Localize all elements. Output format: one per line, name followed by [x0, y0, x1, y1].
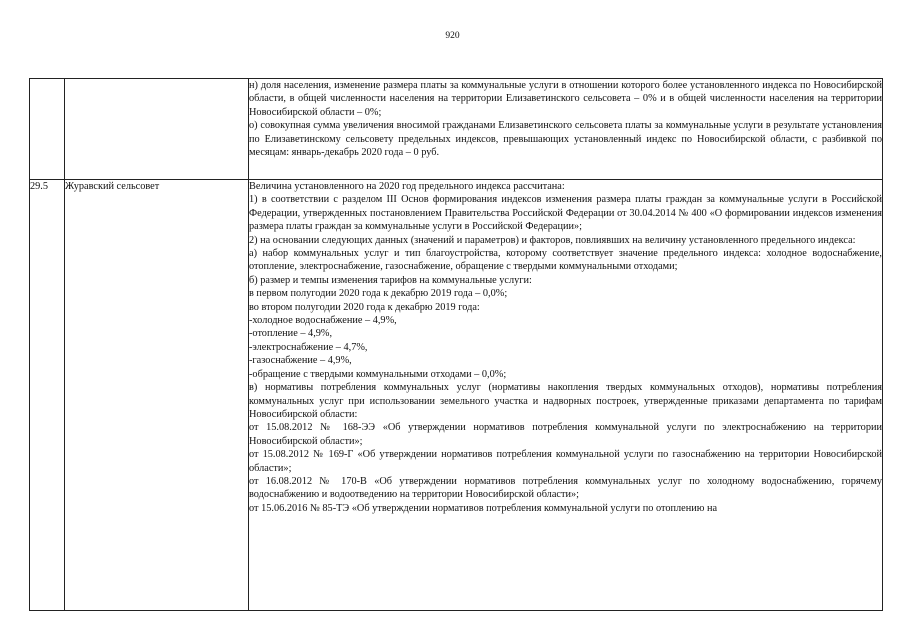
municipality-name-cell: [65, 79, 249, 180]
paragraph: от 15.08.2012 № 168-ЭЭ «Об утверждении нормативов потребления коммунальной услуги по электроснабжению на территории Новосибирской области»;: [249, 422, 882, 447]
row-number-cell: [30, 79, 65, 180]
paragraph: -холодное водоснабжение – 4,9%,: [249, 315, 397, 327]
paragraph: -обращение с твердыми коммунальными отходами – 0,0%;: [249, 368, 507, 380]
paragraph: -электроснабжение – 4,7%,: [249, 341, 368, 353]
municipality-name-cell: Журавский сельсовет: [65, 180, 249, 611]
paragraph: 1) в соответствии с разделом III Основ формирования индексов изменения размера платы граждан за коммунальные услуги в Российской Федерации, утвержденных постановлением Правительства Российской Федерации от 30.04.2014 № 400 «О формировании индексов изменения размера платы граждан за коммунальные услуги в Российской Федерации»;: [249, 194, 882, 233]
table-row: [30, 79, 883, 180]
paragraph: а) набор коммунальных услуг и тип благоустройства, которому соответствует значение предельного индекса: холодное водоснабжение, отопление, электроснабжение, газоснабжение, обращение с твердыми коммунальными отходами;: [249, 248, 882, 273]
paragraph: в) нормативы потребления коммунальных услуг (нормативы накопления твердых коммунальных отходов), нормативы потребления коммунальных услуг при использовании земельного участка и надворных построек, утвержденные приказами департамента по тарифам Новосибирской области:: [249, 382, 882, 420]
paragraph: от 15.06.2016 № 85-ТЭ «Об утверждении нормативов потребления коммунальной услуги по отоплению на: [249, 502, 718, 514]
paragraph: н) доля населения, изменение размера платы за коммунальные услуги в отношении которого более установленного индекса по Новосибирской области, в общей численности населения на территории Елизаветинского сельсовета – 0% и в общей численности населения на территории Новосибирской области – 0%;: [249, 80, 882, 118]
paragraph: в первом полугодии 2020 года к декабрю 2019 года – 0,0%;: [249, 288, 508, 300]
row-content-cell: [249, 180, 883, 611]
paragraph: Величина установленного на 2020 год предельного индекса рассчитана:: [249, 181, 565, 192]
paragraph: от 16.08.2012 № 170-В «Об утверждении нормативов потребления коммунальных услуг по холодному водоснабжению, горячему водоснабжению и водоотведению на территории Новосибирской области»;: [249, 475, 882, 501]
document-table: [29, 78, 883, 611]
row-content-cell: [249, 79, 883, 180]
row-number-cell: 29.5: [30, 180, 65, 611]
paragraph: о) совокупная сумма увеличения вносимой гражданами Елизаветинского сельсовета платы за коммунальные услуги в результате установления по Елизаветинскому сельсовету предельных индексов, превышающих установленный индекс по Новосибирской области, с разбивкой по месяцам: январь-декабрь 2020 года – 0 руб.: [249, 120, 882, 159]
table-row: [30, 180, 883, 611]
paragraph: 2) на основании следующих данных (значений и параметров) и факторов, повлиявших на величину установленного предельного индекса:: [249, 234, 856, 246]
paragraph: от 15.08.2012 № 169-Г «Об утверждении нормативов потребления коммунальной услуги по газоснабжению на территории Новосибирской области»;: [249, 449, 882, 474]
paragraph: -газоснабжение – 4,9%,: [249, 355, 352, 367]
paragraph: -отопление – 4,9%,: [249, 328, 333, 340]
page-number: 920: [445, 31, 460, 41]
paragraph: б) размер и темпы изменения тарифов на коммунальные услуги:: [249, 274, 532, 286]
paragraph: во втором полугодии 2020 года к декабрю 2019 года:: [249, 301, 480, 313]
